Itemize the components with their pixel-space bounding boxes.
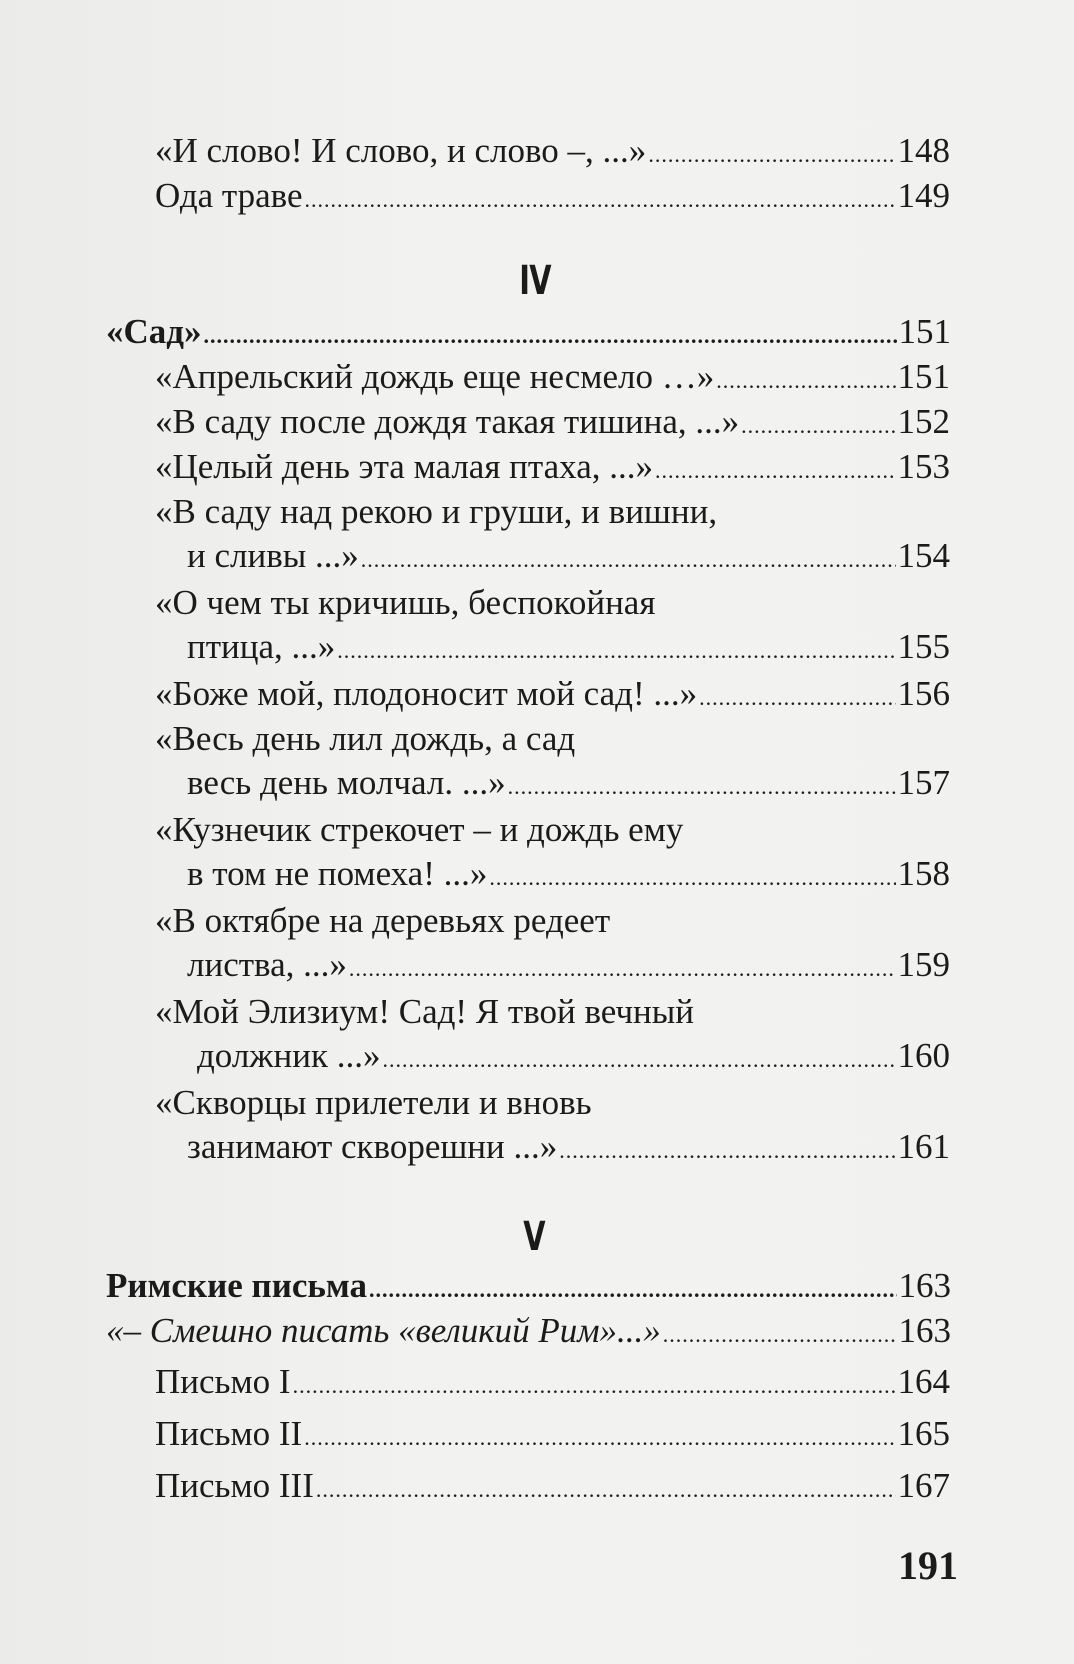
leader-dots: [369, 1268, 896, 1312]
leader-dots: [655, 449, 896, 493]
toc-entry: [155, 808, 950, 900]
leader-dots: [304, 1416, 895, 1460]
toc-entry-page: 149: [897, 176, 950, 215]
toc-entry: [155, 672, 950, 720]
toc-entry-title: «Апрельский дождь еще несмело …»: [155, 357, 715, 396]
toc-entry-title-line1: «Мой Элизиум! Сад! Я твой вечный: [155, 992, 695, 1031]
toc-entry-page: 151: [897, 357, 950, 396]
toc-entry-title-line2: должник ...»: [197, 1036, 381, 1075]
leader-dots: [508, 765, 896, 809]
toc-entry: [155, 581, 950, 673]
toc-entry-title-line1: «Кузнечик стрекочет – и дождь ему: [155, 810, 684, 849]
toc-entry-page: 151: [898, 312, 951, 351]
toc-entry: [155, 1081, 950, 1173]
toc-entry-title-line1: «В октябре на деревьях редеет: [155, 901, 611, 940]
toc-entry-second-line: [155, 761, 950, 809]
toc-entry: [155, 355, 950, 403]
toc-entry-second-line: [155, 1034, 950, 1082]
toc-entry-page: 165: [897, 1414, 950, 1453]
toc-entry: [155, 445, 950, 493]
toc-entry-title-line2: в том не помеха! ...»: [187, 854, 488, 893]
toc-entry-second-line: [155, 943, 950, 991]
toc-entry-page: 161: [897, 1127, 950, 1166]
toc-entry: [155, 990, 950, 1082]
toc-entry-page: 167: [897, 1466, 950, 1505]
toc-entry-title: Письмо II: [155, 1414, 303, 1453]
toc-entry-page: 148: [897, 131, 950, 170]
toc-entry-title-line2: листва, ...»: [187, 945, 347, 984]
toc-entry-second-line: [155, 1125, 950, 1173]
toc-entry-title: Письмо I: [155, 1362, 291, 1401]
leader-dots: [337, 629, 895, 673]
toc-entry-title-line1: «В саду над рекою и груши, и вишни,: [155, 492, 718, 531]
page-number: 191: [898, 1543, 958, 1588]
toc-entry-second-line: [155, 534, 950, 582]
toc-entry-page: 154: [897, 536, 950, 575]
toc-entry-page: 163: [898, 1311, 951, 1350]
toc-entry-title: «И слово! И слово, и слово –, ...»: [155, 131, 647, 170]
toc-entry-page: 160: [897, 1036, 950, 1075]
toc-entry-page: 155: [897, 627, 950, 666]
toc-entry-second-line: [155, 852, 950, 900]
toc-entry-title: Ода траве: [155, 176, 303, 215]
toc-entry-page: 156: [897, 674, 950, 713]
toc-epigraph: [106, 1309, 951, 1357]
toc-entry-page: 153: [897, 447, 950, 486]
toc-entry-title-line2: птица, ...»: [187, 627, 336, 666]
toc-entry-title: «– Смешно писать «великий Рим»...»: [106, 1311, 661, 1350]
leader-dots: [699, 676, 895, 720]
toc-entry: [155, 490, 950, 582]
leader-dots: [648, 133, 895, 177]
leader-dots: [382, 1038, 895, 1082]
section-numeral-iv: IV: [519, 258, 551, 304]
toc-entry: [155, 174, 950, 222]
leader-dots: [361, 538, 896, 582]
toc-entry: [155, 400, 950, 448]
toc-entry-page: 152: [897, 402, 950, 441]
leader-dots: [489, 856, 895, 900]
leader-dots: [349, 947, 896, 991]
toc-entry-title: «Целый день эта малая птаха, ...»: [155, 447, 653, 486]
section-numeral-v: V: [523, 1214, 545, 1260]
leader-dots: [293, 1364, 896, 1408]
toc-entry-page: 159: [897, 945, 950, 984]
toc-entry-title-line1: «Скворцы прилетели и вновь: [155, 1083, 592, 1122]
toc-entry: [155, 1412, 950, 1460]
toc-entry-page: 157: [897, 763, 950, 802]
leader-dots: [316, 1468, 896, 1512]
toc-entry: [155, 717, 950, 809]
toc-entry-page: 164: [897, 1362, 950, 1401]
leader-dots: [741, 404, 895, 448]
toc-entry-title-line1: «Весь день лил дождь, а сад: [155, 719, 576, 758]
toc-entry: [155, 1360, 950, 1408]
section-heading: [106, 310, 951, 358]
toc-entry-second-line: [155, 625, 950, 673]
leader-dots: [305, 178, 896, 222]
toc-entry-title-line1: «О чем ты кричишь, беспокойная: [155, 583, 656, 622]
toc-entry-title: «Боже мой, плодоносит мой сад! ...»: [155, 674, 698, 713]
toc-entry: [155, 899, 950, 991]
toc-entry-title-line2: занимают скворешни ...»: [187, 1127, 558, 1166]
toc-entry-title: «Сад»: [106, 312, 202, 351]
toc-entry-page: 163: [898, 1266, 951, 1305]
toc-entry: [155, 1464, 950, 1512]
toc-entry-title-line2: весь день молчал. ...»: [187, 763, 506, 802]
toc-entry: [155, 129, 950, 177]
leader-dots: [663, 1313, 897, 1357]
toc-entry-page: 158: [897, 854, 950, 893]
toc-entry-title: Римские письма: [106, 1266, 368, 1305]
section-heading: [106, 1264, 951, 1312]
leader-dots: [559, 1129, 895, 1173]
toc-entry-title-line2: и сливы ...»: [187, 536, 359, 575]
toc-entry-title: «В саду после дождя такая тишина, ...»: [155, 402, 740, 441]
leader-dots: [203, 314, 896, 358]
leader-dots: [716, 359, 895, 403]
toc-entry-title: Письмо III: [155, 1466, 314, 1505]
